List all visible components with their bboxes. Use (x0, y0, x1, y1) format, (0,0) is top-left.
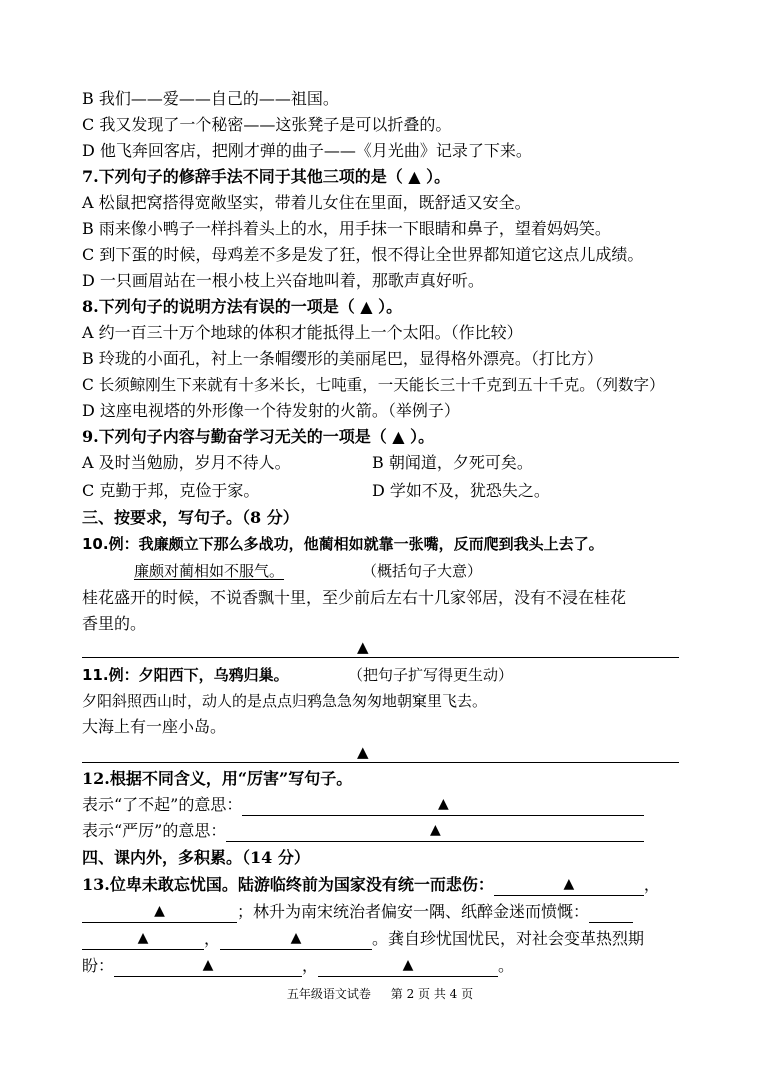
question-13-row3 (82, 928, 644, 950)
question-13-text-d: 盼： (82, 956, 115, 975)
question-10-example-answer: 廉颇对蔺相如不服气。 (134, 562, 285, 580)
answer-blank-13-1[interactable] (494, 876, 644, 896)
answer-marker: ▲ (154, 903, 165, 919)
answer-marker: ▲ (290, 930, 302, 946)
option-7d: D 一只画眉站在一根小枝上兴奋地叫着，那歌声真好听。 (82, 271, 484, 290)
question-11-note: （把句子扩写得更生动） (348, 666, 514, 684)
option-6b: B 我们——爱——自己的——祖国。 (82, 89, 339, 108)
question-11-example-answer: 夕阳斜照西山时，动人的是点点归鸦急急匆匆地朝窠里飞去。 (82, 692, 488, 710)
answer-marker: ▲ (563, 876, 575, 892)
question-13-text-b: ；林升为南宋统治者偏安一隅、纸醉金迷而愤慨： (237, 902, 590, 921)
answer-marker: ▲ (357, 638, 369, 656)
option-9c: C 克勤于邦，克俭于家。 (82, 481, 260, 500)
answer-blank-13-3b[interactable] (82, 930, 204, 950)
question-10-sentence-line1: 桂花盛开的时候，不说香飘十里，至少前后左右十几家邻居，没有不浸在桂花 (82, 588, 627, 607)
option-8b: B 玲珑的小面孔，衬上一条帽缨形的美丽尾巴，显得格外漂亮。（打比方） (82, 349, 603, 368)
answer-marker: ▲ (357, 743, 369, 761)
comma: ， (302, 956, 319, 975)
answer-blank-13-5[interactable] (114, 957, 302, 977)
option-9b: B 朝闻道，夕死可矣。 (372, 453, 533, 472)
answer-line-10[interactable] (82, 657, 679, 658)
question-12b-label: 表示“严厉”的意思： (82, 821, 227, 840)
comma: ， (643, 875, 660, 894)
question-11-example: 11.例：夕阳西下，乌鸦归巢。 (82, 666, 289, 684)
question-8: 8.下列句子的说明方法有误的一项是（ ▲ ）。 (82, 297, 403, 316)
answer-line-11[interactable] (82, 762, 679, 763)
option-8d: D 这座电视塔的外形像一个待发射的火箭。（举例子） (82, 401, 460, 420)
period: 。 (498, 956, 515, 975)
question-11-sentence: 大海上有一座小岛。 (82, 717, 227, 736)
question-9: 9.下列句子内容与勤奋学习无关的一项是（ ▲ ）。 (82, 427, 435, 446)
option-7a: A 松鼠把窝搭得宽敞坚实，带着儿女住在里面，既舒适又安全。 (82, 193, 531, 212)
question-13-text-a: 13.位卑未敢忘忧国。陆游临终前为国家没有统一而悲伤： (82, 875, 494, 894)
answer-blank-13-4[interactable] (220, 930, 372, 950)
question-10-sentence-line2: 香里的。 (82, 614, 147, 633)
answer-blank-13-2[interactable] (82, 903, 237, 923)
question-12: 12.根据不同含义，用“厉害”写句子。 (82, 769, 353, 788)
answer-marker: ▲ (402, 957, 414, 973)
question-13-row2 (82, 901, 633, 923)
section-4-heading: 四、课内外，多积累。（14 分） (82, 848, 310, 867)
answer-blank-13-3a[interactable] (589, 906, 633, 923)
question-13-text-c: 。龚自珍忧国忧民，对社会变革热烈期 (372, 929, 645, 948)
option-9a: A 及时当勉励，岁月不待人。 (82, 453, 291, 472)
answer-blank-12a[interactable] (242, 796, 644, 816)
answer-marker: ▲ (429, 822, 441, 838)
question-12a-label: 表示“了不起”的意思： (82, 795, 243, 814)
question-12b-row (82, 820, 644, 842)
option-8a: A 约一百三十万个地球的体积才能抵得上一个太阳。（作比较） (82, 323, 523, 342)
option-7c: C 到下蛋的时候，母鸡差不多是发了狂，恨不得让全世界都知道它这点儿成绩。 (82, 245, 644, 264)
answer-blank-13-6[interactable] (318, 957, 498, 977)
question-10-example: 10.例：我廉颇立下那么多战功，他蔺相如就靠一张嘴，反而爬到我头上去了。 (82, 535, 604, 553)
option-6d: D 他飞奔回客店，把刚才弹的曲子——《月光曲》记录了下来。 (82, 141, 532, 160)
footer-exam-title: 五年级语文试卷 (286, 987, 371, 1001)
option-8c: C 长须鲸刚生下来就有十多米长，七吨重，一天能长三十千克到五十千克。（列数字） (82, 376, 665, 394)
answer-blank-12b[interactable] (226, 822, 644, 842)
section-3-heading: 三、按要求，写句子。（8 分） (82, 508, 299, 527)
comma: ， (204, 929, 221, 948)
question-13-row4 (82, 955, 514, 977)
answer-marker: ▲ (202, 957, 214, 973)
page-footer (0, 985, 760, 1002)
question-12a-row (82, 794, 644, 816)
option-6c: C 我又发现了一个秘密——这张凳子是可以折叠的。 (82, 115, 452, 134)
option-9d: D 学如不及，犹恐失之。 (372, 481, 550, 500)
answer-marker: ▲ (137, 930, 149, 946)
footer-page-number: 第 2 页 共 4 页 (390, 987, 474, 1001)
question-7: 7.下列句子的修辞手法不同于其他三项的是（ ▲ ）。 (82, 167, 451, 186)
option-7b: B 雨来像小鸭子一样抖着头上的水，用手抹一下眼睛和鼻子，望着妈妈笑。 (82, 219, 611, 238)
question-13-row1 (82, 874, 660, 896)
answer-marker: ▲ (437, 796, 449, 812)
question-10-note: （概括句子大意） (362, 562, 483, 580)
